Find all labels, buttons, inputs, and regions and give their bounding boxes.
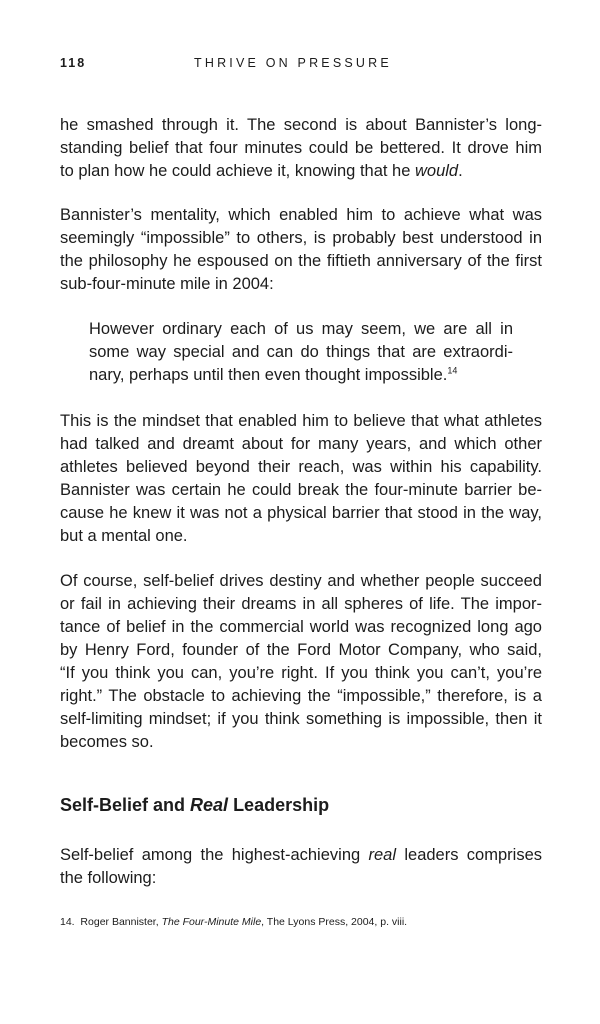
footnote-book-title: The Four-Minute Mile: [161, 916, 262, 928]
text-line: sub-four-minute mile in 2004:: [60, 275, 274, 293]
paragraph-5: [60, 844, 542, 890]
section-heading: [60, 795, 329, 816]
text-line: the philosophy he espoused on the fiftieth anniversary of the first: [60, 252, 542, 270]
text-run: Self-belief among the highest-achieving: [60, 846, 369, 864]
paragraph-4: [60, 570, 542, 754]
text-line: some way special and can do things that are extraordi-: [89, 343, 513, 361]
paragraph-3: [60, 410, 542, 548]
text-line: becomes so.: [60, 733, 154, 751]
running-head: [60, 56, 544, 74]
text-line: right.” The obstacle to achieving the “impossible,” therefore, is a: [60, 687, 542, 705]
book-title: THRIVE ON PRESSURE: [194, 56, 392, 70]
text-line: standing belief that four minutes could be bettered. It drove him: [60, 139, 542, 157]
text-line: Bannister’s mentality, which enabled him to achieve what was: [60, 206, 542, 224]
text-line: he smashed through it. The second is about Bannister’s long-: [60, 116, 542, 134]
footnote: [60, 916, 407, 928]
text-line: athletes believed beyond their reach, was within his capability.: [60, 458, 542, 476]
block-quote: [89, 318, 513, 387]
text-run: nary, perhaps until then even thought impossible.: [89, 366, 448, 384]
text-run: to plan how he could achieve it, knowing that he: [60, 162, 415, 180]
footnote-reference: 14: [447, 365, 458, 376]
text-line: the following:: [60, 869, 157, 887]
text-line: Of course, self-belief drives destiny and whether people succeed: [60, 572, 542, 590]
text-line: seemingly “impossible” to others, is probably best understood in: [60, 229, 542, 247]
text-line: cause he knew it was not a physical barrier that stood in the way,: [60, 504, 542, 522]
text-line: but a mental one.: [60, 527, 188, 545]
text-run: .: [458, 162, 463, 180]
text-line: [89, 364, 513, 387]
heading-run: Leadership: [228, 795, 330, 815]
footnote-run: , The Lyons Press, 2004, p. viii.: [261, 916, 408, 928]
text-run: leaders comprises: [396, 846, 542, 864]
text-line: [60, 160, 542, 183]
page-number: 118: [60, 56, 87, 70]
text-line: “If you think you can, you’re right. If you think you can’t, you’re: [60, 664, 542, 682]
emphasis: real: [368, 846, 397, 864]
text-line: This is the mindset that enabled him to believe that what athletes: [60, 412, 542, 430]
text-line: had talked and dreamt about for many years, and which other: [60, 435, 542, 453]
paragraph-2: [60, 204, 542, 296]
text-line: Bannister was certain he could break the four-minute barrier be-: [60, 481, 542, 499]
footnote-run: 14. Roger Bannister,: [60, 916, 162, 928]
text-line: However ordinary each of us may seem, we are all in: [89, 320, 513, 338]
text-line: or fail in achieving their dreams in all spheres of life. The impor-: [60, 595, 542, 613]
text-line: by Henry Ford, founder of the Ford Motor Company, who said,: [60, 641, 542, 659]
heading-emphasis: Real: [190, 795, 229, 815]
heading-run: Self-Belief and: [60, 795, 191, 815]
text-line: [60, 844, 542, 867]
text-line: self-limiting mindset; if you think something is impossible, then it: [60, 710, 542, 728]
emphasis: would: [414, 162, 459, 180]
text-line: tance of belief in the commercial world was recognized long ago: [60, 618, 542, 636]
paragraph-1: [60, 114, 542, 183]
